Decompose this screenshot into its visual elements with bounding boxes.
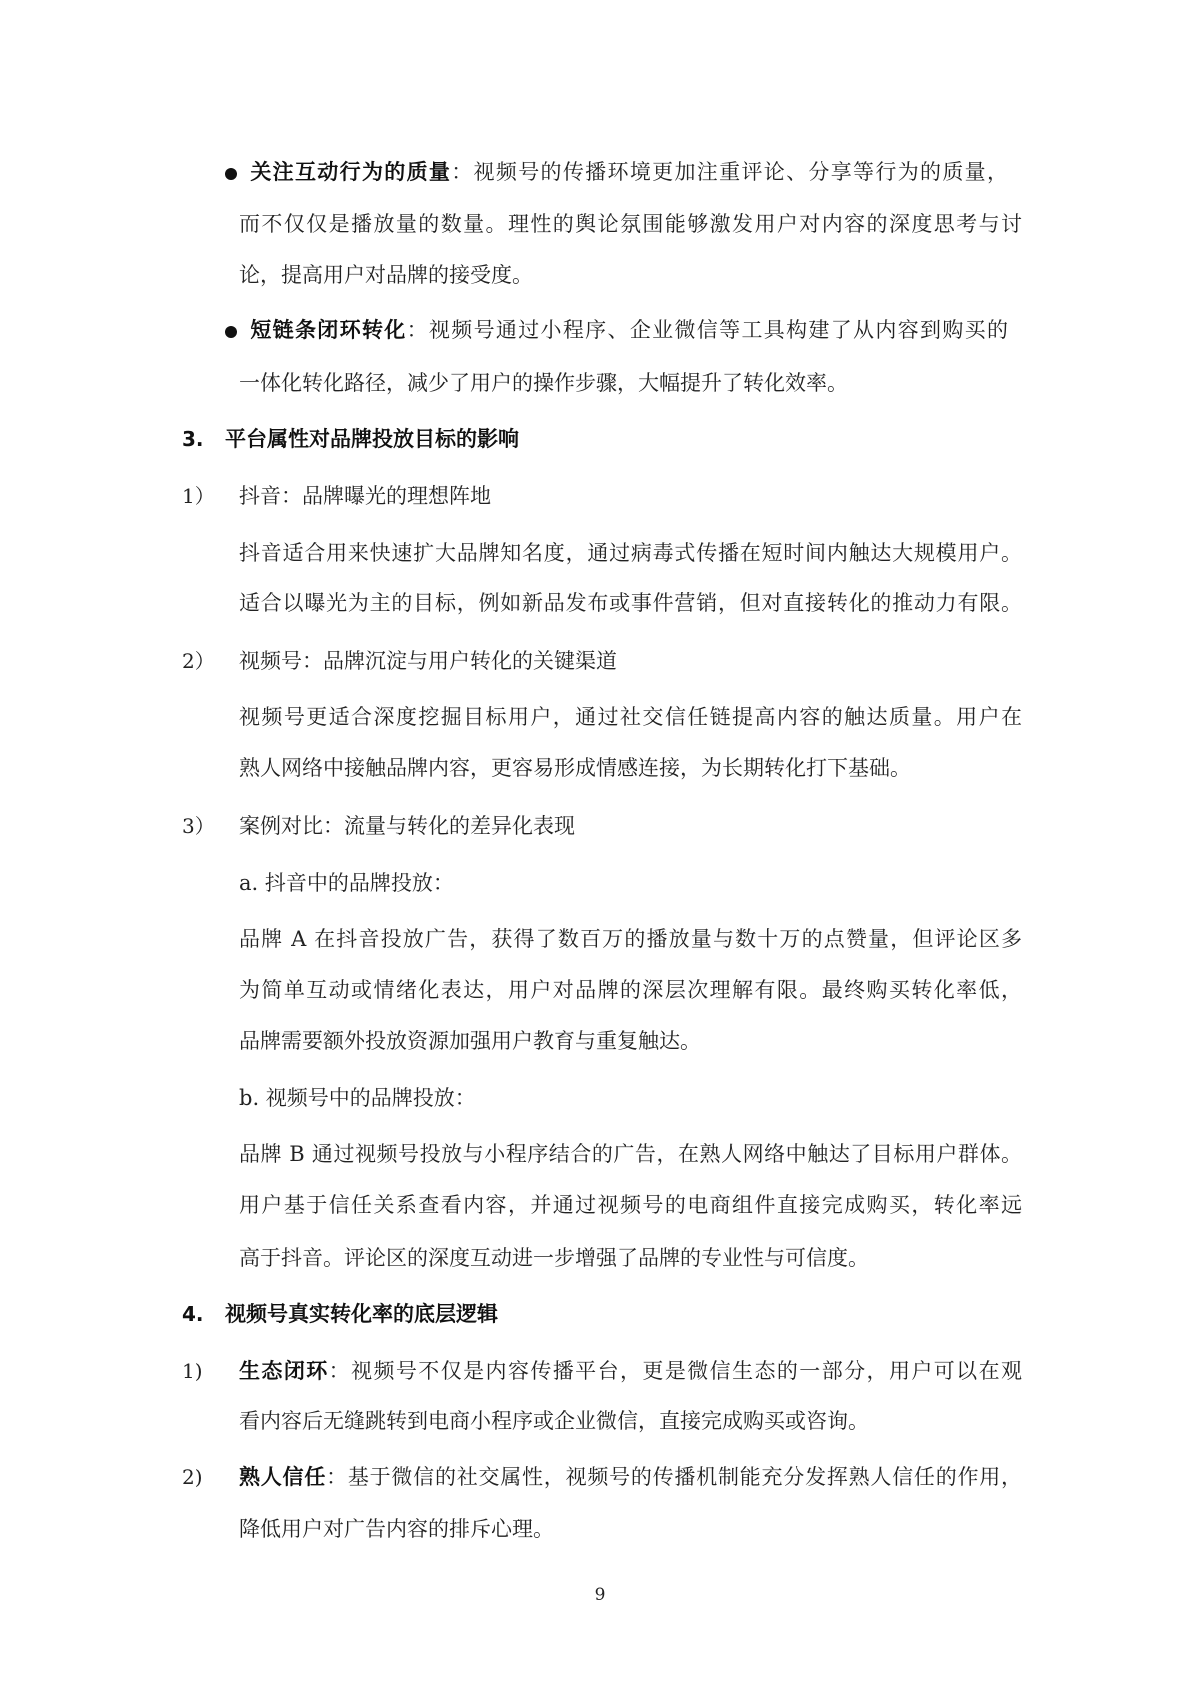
subitem-title: b. 视频号中的品牌投放： bbox=[239, 1086, 476, 1110]
item-number: 2） bbox=[182, 649, 215, 673]
subitem-title: a. 抖音中的品牌投放： bbox=[239, 871, 454, 895]
section-number: 3. bbox=[182, 427, 204, 451]
paragraph-line: 而不仅仅是播放量的数量。理性的舆论氛围能够激发用户对内容的深度思考与讨 bbox=[239, 212, 1022, 236]
page-number: 9 bbox=[594, 1585, 606, 1605]
item-title: 生态闭环 bbox=[239, 1359, 329, 1383]
paragraph-line: 抖音适合用来快速扩大品牌知名度，通过病毒式传播在短时间内触达大规模用户。 bbox=[239, 541, 1022, 565]
paragraph-line: 一体化转化路径，减少了用户的操作步骤，大幅提升了转化效率。 bbox=[239, 371, 848, 395]
paragraph-line: 品牌 B 通过视频号投放与小程序结合的广告，在熟人网络中触达了目标用户群体。 bbox=[239, 1142, 1022, 1166]
paragraph-text: ：视频号通过小程序、企业微信等工具构建了从内容到购买的 bbox=[406, 318, 1009, 342]
paragraph-line: 降低用户对广告内容的排斥心理。 bbox=[239, 1517, 554, 1541]
paragraph-line: 高于抖音。评论区的深度互动进一步增强了品牌的专业性与可信度。 bbox=[239, 1246, 869, 1270]
bullet-icon bbox=[225, 326, 237, 338]
section-heading: 视频号真实转化率的底层逻辑 bbox=[225, 1302, 498, 1326]
item-number: 1） bbox=[182, 484, 215, 508]
paragraph-line: 论，提高用户对品牌的接受度。 bbox=[239, 263, 533, 287]
paragraph-line: 熟人网络中接触品牌内容，更容易形成情感连接，为长期转化打下基础。 bbox=[239, 756, 911, 780]
bullet-icon bbox=[225, 168, 237, 180]
section-number: 4. bbox=[182, 1302, 204, 1326]
paragraph-line: 为简单互动或情绪化表达，用户对品牌的深层次理解有限。最终购买转化率低， bbox=[239, 978, 1022, 1002]
section-heading: 平台属性对品牌投放目标的影响 bbox=[225, 427, 519, 451]
item-number: 3） bbox=[182, 814, 215, 838]
paragraph-line: 适合以曝光为主的目标，例如新品发布或事件营销，但对直接转化的推动力有限。 bbox=[239, 591, 1022, 615]
item-title: 熟人信任 bbox=[239, 1465, 327, 1489]
paragraph-text: ：视频号不仅是内容传播平台，更是微信生态的一部分，用户可以在观 bbox=[328, 1359, 1023, 1383]
paragraph-line: 看内容后无缝跳转到电商小程序或企业微信，直接完成购买或咨询。 bbox=[239, 1409, 869, 1433]
paragraph-text: ：视频号的传播环境更加注重评论、分享等行为的质量， bbox=[451, 160, 1008, 184]
item-title: 抖音：品牌曝光的理想阵地 bbox=[239, 484, 491, 508]
bullet-title: 短链条闭环转化 bbox=[249, 318, 407, 342]
paragraph-line: 用户基于信任关系查看内容，并通过视频号的电商组件直接完成购买，转化率远 bbox=[239, 1193, 1022, 1217]
paragraph-line: 品牌需要额外投放资源加强用户教育与重复触达。 bbox=[239, 1029, 701, 1053]
item-number: 1) bbox=[182, 1359, 203, 1383]
item-title: 案例对比：流量与转化的差异化表现 bbox=[239, 814, 575, 838]
paragraph-line: 视频号更适合深度挖掘目标用户，通过社交信任链提高内容的触达质量。用户在 bbox=[239, 705, 1022, 729]
paragraph-line: 品牌 A 在抖音投放广告，获得了数百万的播放量与数十万的点赞量，但评论区多 bbox=[239, 927, 1022, 951]
item-title: 视频号：品牌沉淀与用户转化的关键渠道 bbox=[239, 649, 617, 673]
paragraph-text: ：基于微信的社交属性，视频号的传播机制能充分发挥熟人信任的作用， bbox=[326, 1465, 1023, 1489]
item-number: 2) bbox=[182, 1465, 203, 1489]
bullet-title: 关注互动行为的质量 bbox=[249, 160, 452, 184]
